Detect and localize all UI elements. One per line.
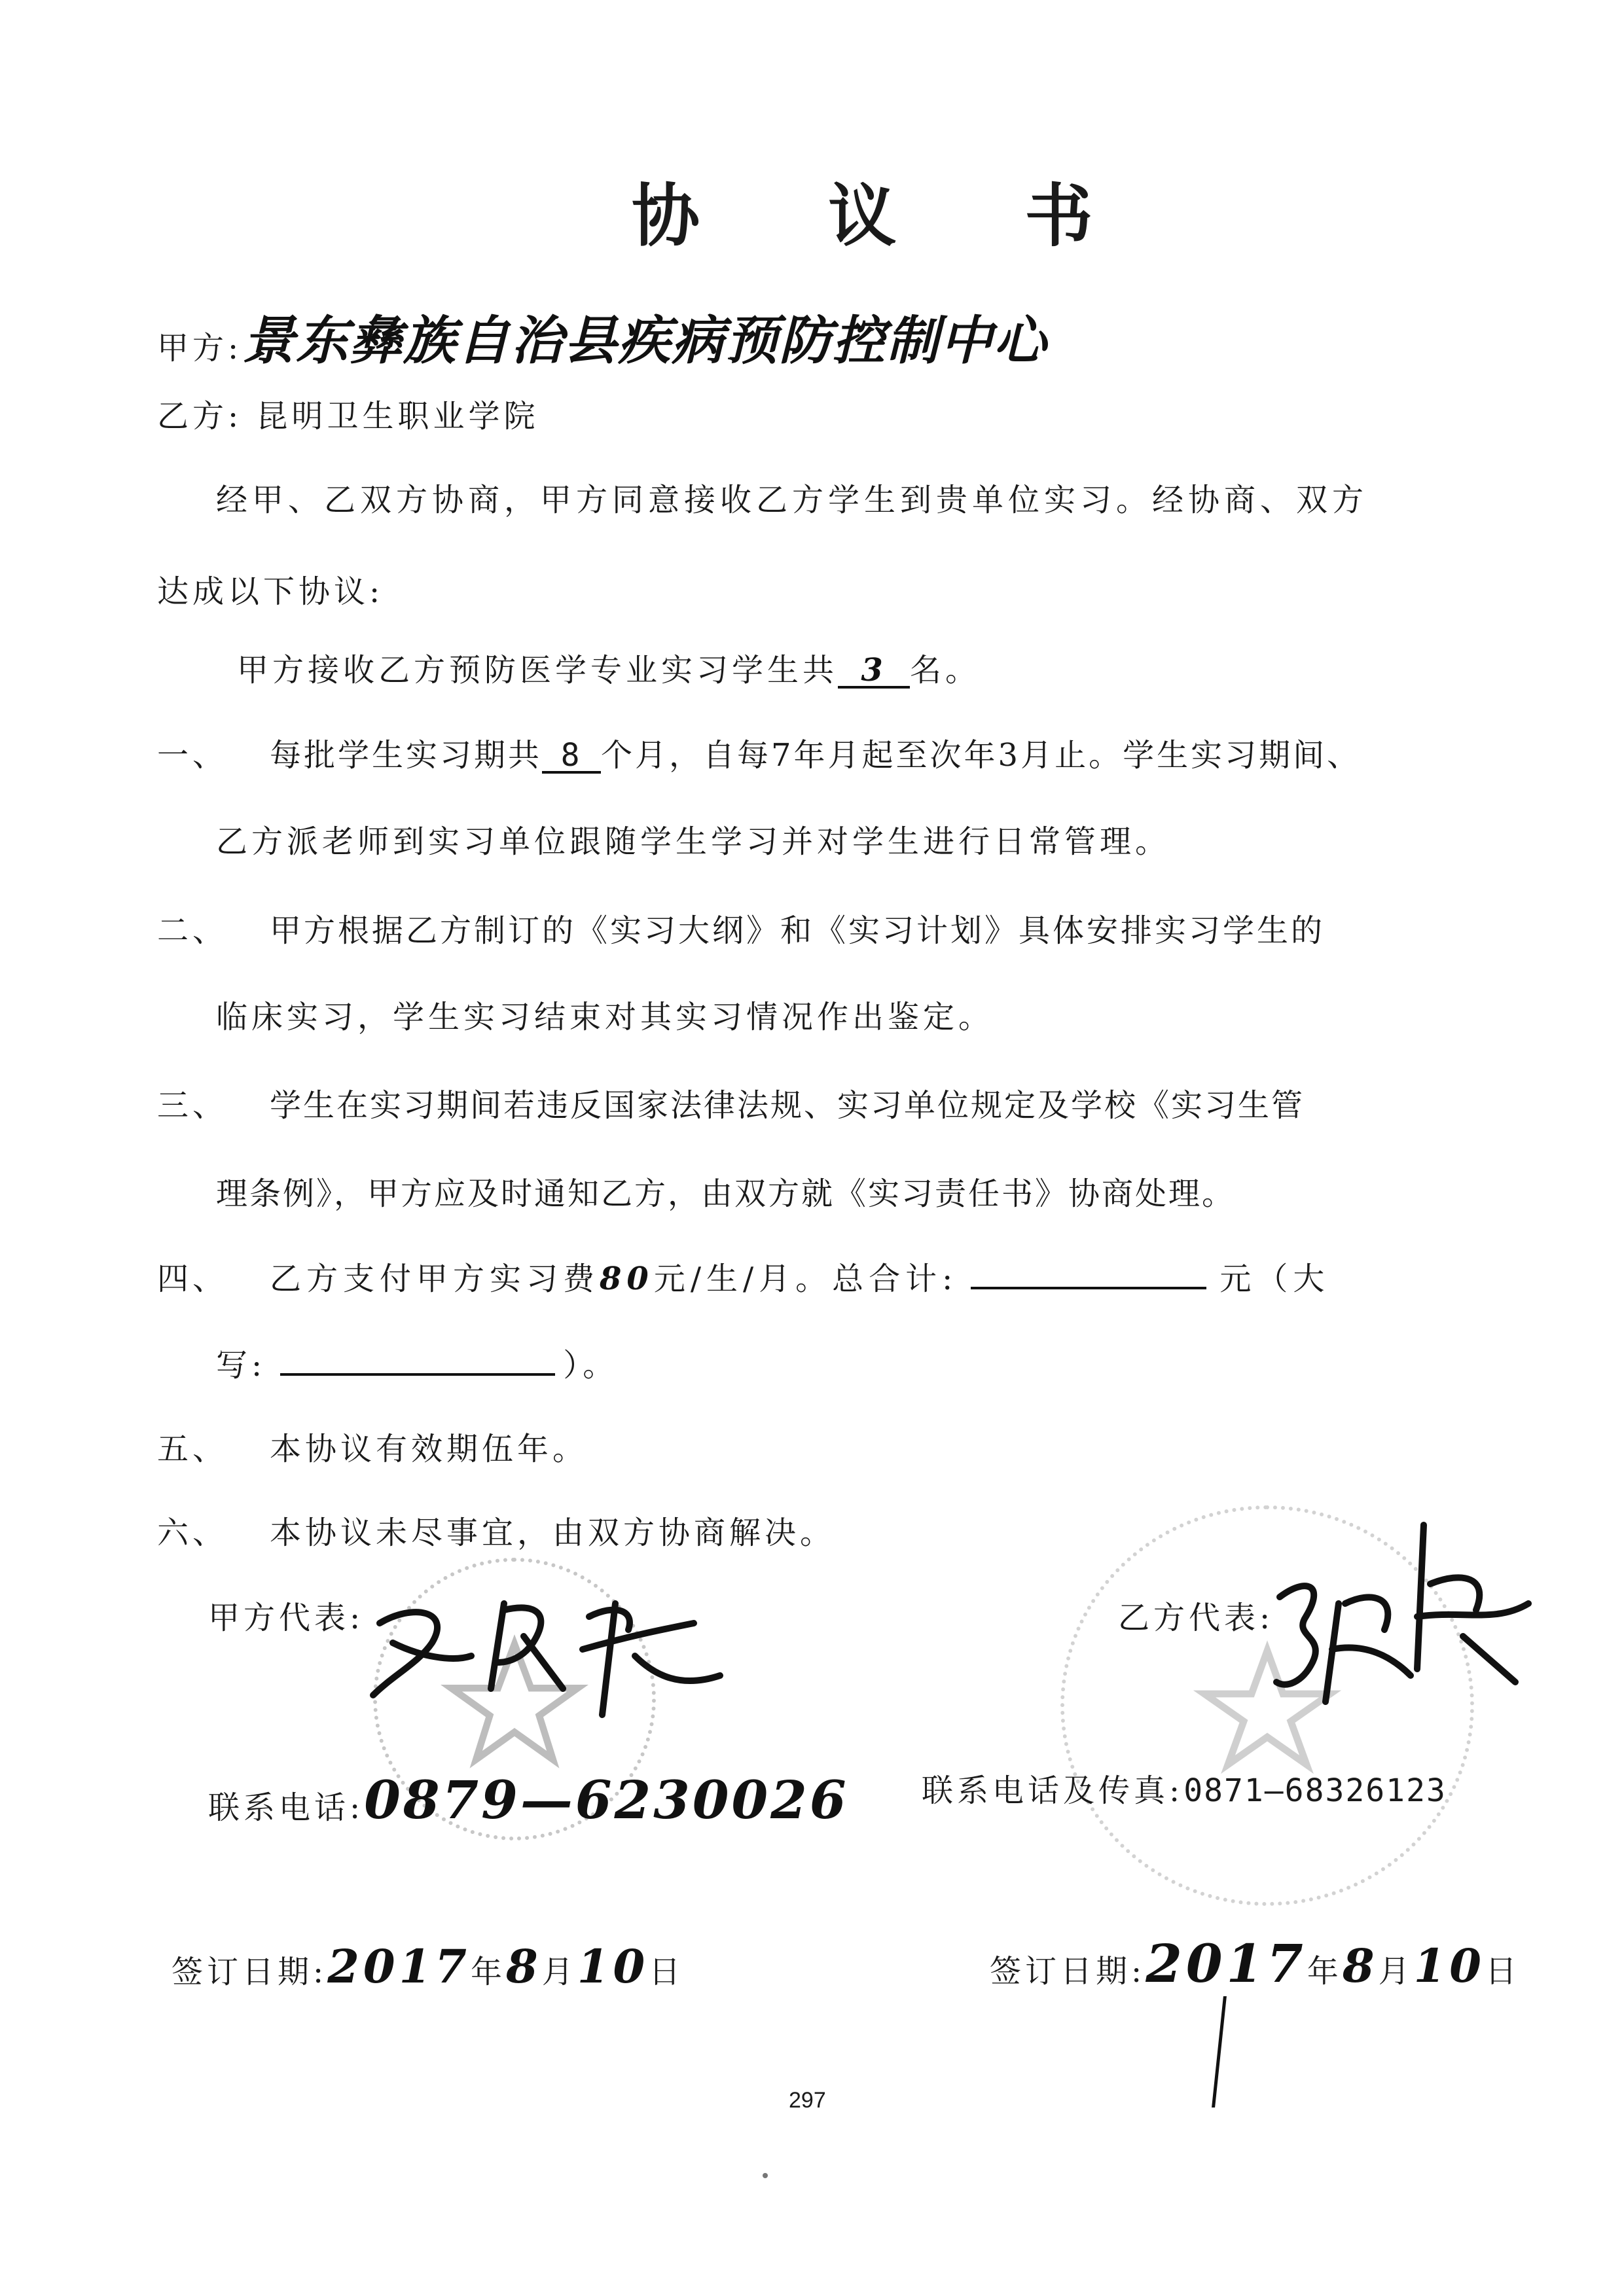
- clause-4-line-2: [216, 1347, 619, 1384]
- student-count-text: 甲方接收乙方预防医学专业实习学生共: [237, 652, 839, 689]
- party-b-name: 昆明卫生职业学院: [256, 398, 539, 435]
- month-char: 月: [1378, 1953, 1414, 1990]
- party-b-phone: 0871—68326123: [1183, 1772, 1447, 1809]
- clause-1-line-2: 乙方派老师到实习单位跟随学生学习并对学生进行日常管理。: [216, 823, 1171, 860]
- handwritten-signature-icon: [1267, 1505, 1542, 1721]
- party-a-phone-label: 联系电话:: [208, 1789, 365, 1826]
- clause-4-line-1: [270, 1263, 1329, 1295]
- clause-6-line-1: 本协议未尽事宜，由双方协商解决。: [270, 1515, 836, 1551]
- scan-speck: [763, 2173, 768, 2178]
- clause-5-line-1: 本协议有效期伍年。: [270, 1431, 588, 1467]
- party-b-label: 乙方:: [157, 398, 243, 435]
- party-a-date-day: 10: [577, 1939, 649, 1994]
- clause-1-line-1: [270, 737, 1362, 774]
- clause-2-number: 二、: [157, 912, 228, 949]
- clause-4-number: 四、: [157, 1261, 228, 1297]
- clause-3-line-1: 学生在实习期间若违反国家法律法规、实习单位规定及学校《实习生管: [270, 1087, 1305, 1124]
- party-a-label: 甲方:: [157, 330, 243, 367]
- party-a-date-year: 2017: [327, 1939, 471, 1994]
- day-char: 日: [649, 1954, 685, 1990]
- internship-fee: 80: [600, 1261, 654, 1297]
- clause-1-text-b: 个月，自每7年月起至次年3月止。学生实习期间、: [601, 737, 1362, 774]
- student-count-value: 3: [838, 655, 910, 689]
- party-b-phone-label: 联系电话及传真:: [922, 1772, 1184, 1809]
- clause-1-text-a: 每批学生实习期共: [270, 737, 543, 774]
- month-char: 月: [541, 1954, 577, 1990]
- clause-5-number: 五、: [157, 1431, 228, 1467]
- student-count-suffix: 名。: [910, 652, 981, 689]
- party-b-date-year: 2017: [1146, 1933, 1307, 1994]
- party-b-date-day: 10: [1413, 1939, 1486, 1993]
- handwritten-signature-icon: [353, 1564, 746, 1728]
- clause-4-text-c: 元（大: [1219, 1261, 1330, 1297]
- internship-months: 8: [542, 740, 601, 774]
- party-a-date-line: [171, 1939, 685, 1994]
- clause-1-number: 一、: [157, 737, 228, 774]
- signature-stroke: [1212, 1996, 1240, 2108]
- clause-3-line-2: 理条例》，甲方应及时通知乙方，由双方就《实习责任书》协商处理。: [216, 1175, 1236, 1212]
- party-a-phone-line: [208, 1769, 849, 1831]
- party-b-signature: [1267, 1505, 1542, 1721]
- total-amount-blank: [971, 1287, 1206, 1289]
- party-a-phone: 0879—6230026: [364, 1769, 849, 1831]
- year-char: 年: [1307, 1953, 1343, 1990]
- clause-4-text-b: 元/生/月。总合计:: [653, 1261, 958, 1297]
- party-b-line: [157, 398, 539, 435]
- party-a-rep-label: 甲方代表:: [208, 1600, 365, 1636]
- clause-3-number: 三、: [157, 1087, 228, 1124]
- clause-4-text-a: 乙方支付甲方实习费: [270, 1261, 600, 1297]
- student-count-line: [237, 652, 981, 689]
- party-b-date-line: [990, 1933, 1521, 1994]
- day-char: 日: [1485, 1953, 1521, 1990]
- clause-4-text-d: 写:: [216, 1347, 266, 1384]
- party-a-date-month: 8: [506, 1939, 542, 1994]
- party-b-rep-label: 乙方代表:: [1118, 1600, 1274, 1636]
- clause-6-number: 六、: [157, 1515, 228, 1551]
- clause-2-line-1: 甲方根据乙方制订的《实习大纲》和《实习计划》具体安排实习学生的: [270, 912, 1326, 949]
- party-b-date-month: 8: [1342, 1939, 1379, 1993]
- page-number: 297: [789, 2088, 826, 2113]
- clause-4-text-e: ）。: [563, 1347, 619, 1384]
- year-char: 年: [471, 1954, 507, 1990]
- intro-line-2: 达成以下协议:: [157, 573, 384, 610]
- party-a-name: 景东彝族自治县疾病预防控制中心: [242, 310, 1048, 371]
- party-a-signature: [353, 1564, 746, 1728]
- clause-2-line-2: 临床实习，学生实习结束对其实习情况作出鉴定。: [216, 999, 994, 1035]
- intro-line-1: 经甲、乙双方协商，甲方同意接收乙方学生到贵单位实习。经协商、双方: [216, 482, 1369, 518]
- party-b-phone-line: [922, 1772, 1447, 1809]
- party-a-date-label: 签订日期:: [171, 1954, 328, 1990]
- amount-in-words-blank: [280, 1373, 555, 1376]
- party-b-date-label: 签订日期:: [990, 1953, 1146, 1990]
- party-a-line: [157, 310, 1048, 371]
- document-title: 协 议 书: [632, 175, 1146, 256]
